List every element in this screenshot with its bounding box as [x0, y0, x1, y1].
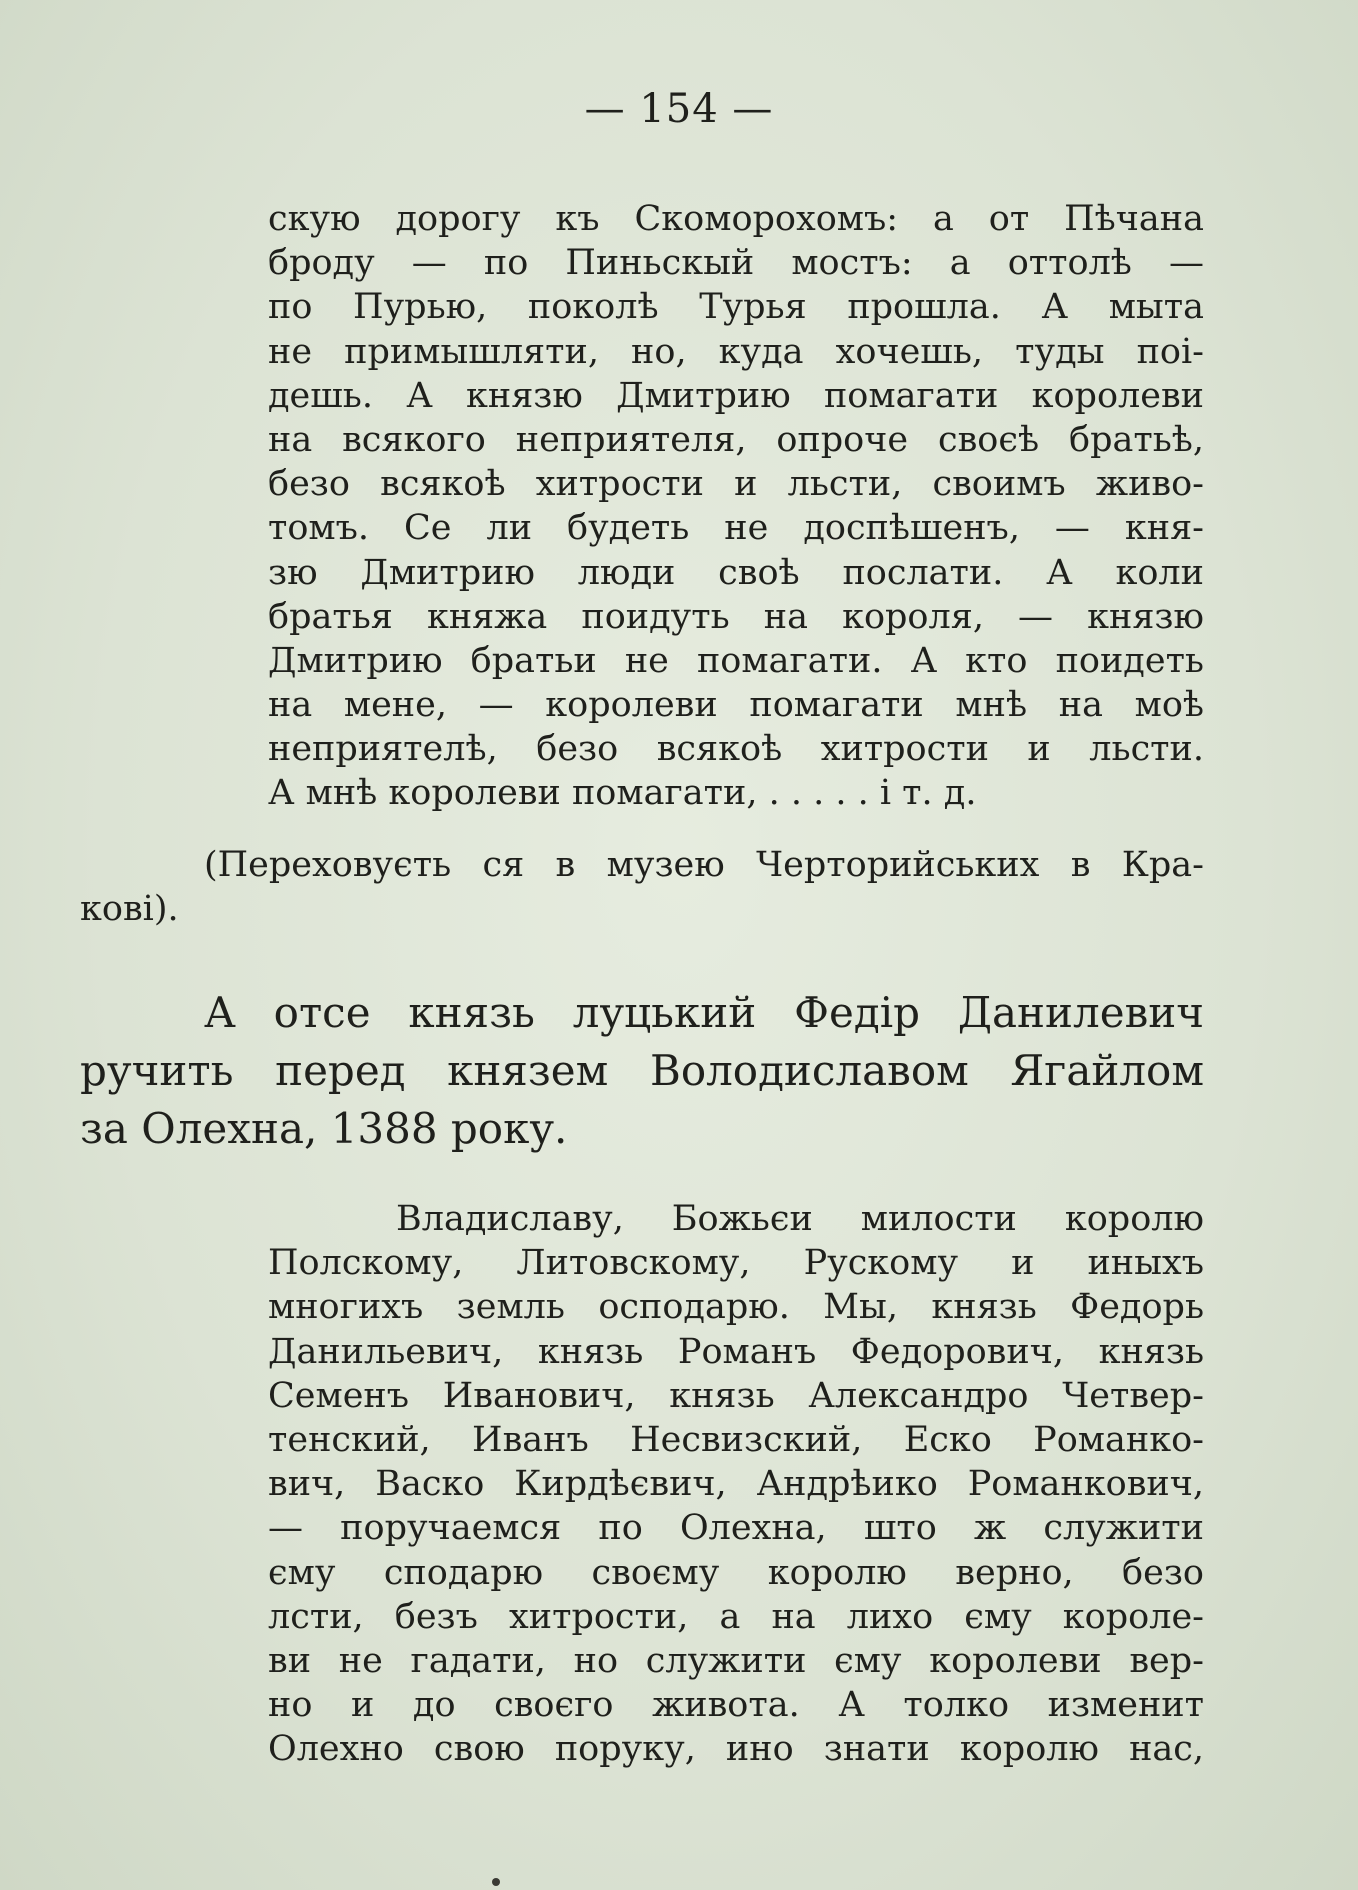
text-line: (Переховуєть ся в музею Черторийських в Кра-	[204, 845, 1204, 885]
text-line: лсти, безъ хитрости, а на лихо єму короле-	[268, 1596, 1204, 1637]
text-line: зю Дмитрию люди своѣ послати. А коли	[268, 552, 1204, 593]
text-line: А мнѣ королеви помагати, . . . . . і т. д.	[268, 773, 977, 814]
text-line: многихъ земль осподарю. Мы, князь Федорь	[268, 1287, 1204, 1328]
heading-line: за Олехна, 1388 року.	[80, 1104, 568, 1153]
heading-line: ручить перед князем Володиславом Ягайлом	[80, 1046, 1204, 1095]
cut-off-glyph-fragment	[492, 1878, 500, 1886]
text-line: томъ. Се ли будеть не доспѣшенъ, — кня-	[268, 508, 1204, 549]
section-heading	[80, 984, 1204, 1158]
text-line: на мене, — королеви помагати мнѣ на моѣ	[268, 685, 1204, 726]
text-line: Владиславу, Божьєи милости королю	[396, 1199, 1204, 1239]
text-line: — поручаемся по Олехна, што ж служити	[268, 1508, 1204, 1549]
archive-note	[80, 843, 1204, 931]
text-line: тенский, Иванъ Несвизский, Еско Романко-	[268, 1419, 1204, 1460]
text-line: Семенъ Иванович, князь Александро Четвер-	[268, 1375, 1204, 1416]
text-line: братья княжа поидуть на короля, — князю	[268, 596, 1204, 637]
text-line: Олехно свою поруку, ино знати королю нас,	[268, 1729, 1204, 1770]
text-line: Полскому, Литовскому, Рускому и иныхъ	[268, 1243, 1204, 1284]
text-line: не примышляти, но, куда хочешь, туды поі-	[268, 331, 1204, 372]
text-line: дешь. А князю Дмитрию помагати королеви	[268, 375, 1204, 416]
text-line: Дмитрию братьи не помагати. А кто поидеть	[268, 640, 1204, 681]
text-line: на всякого неприятеля, опроче своєѣ братьѣ,	[268, 419, 1204, 460]
text-line: ви не гадати, но служити єму королеви вер-	[268, 1640, 1204, 1681]
text-line: скую дорогу къ Скоморохомъ: а от Пѣчана	[268, 199, 1204, 239]
text-line: броду — по Пиньскый мостъ: а оттолѣ —	[268, 243, 1204, 284]
heading-line: А отсе князь луцький Федір Данилевич	[204, 988, 1204, 1037]
text-line: но и до своєго живота. А толко изменит	[268, 1685, 1204, 1726]
text-line: єму сподарю своєму королю верно, безо	[268, 1552, 1204, 1593]
charter-quote-1	[268, 197, 1204, 816]
text-line: неприятелѣ, безо всякоѣ хитрости и льсти.	[268, 729, 1204, 770]
text-line: кові).	[80, 889, 179, 930]
text-line: по Пурью, поколѣ Турья прошла. А мыта	[268, 287, 1204, 328]
text-line: Данильевич, князь Романъ Федорович, князь	[268, 1331, 1204, 1372]
page-number: — 154 —	[584, 86, 774, 132]
text-line: безо всякоѣ хитрости и льсти, своимъ живо-	[268, 464, 1204, 505]
text-line: вич, Васко Кирдѣєвич, Андрѣико Романкович,	[268, 1464, 1204, 1505]
charter-quote-2	[268, 1197, 1204, 1771]
